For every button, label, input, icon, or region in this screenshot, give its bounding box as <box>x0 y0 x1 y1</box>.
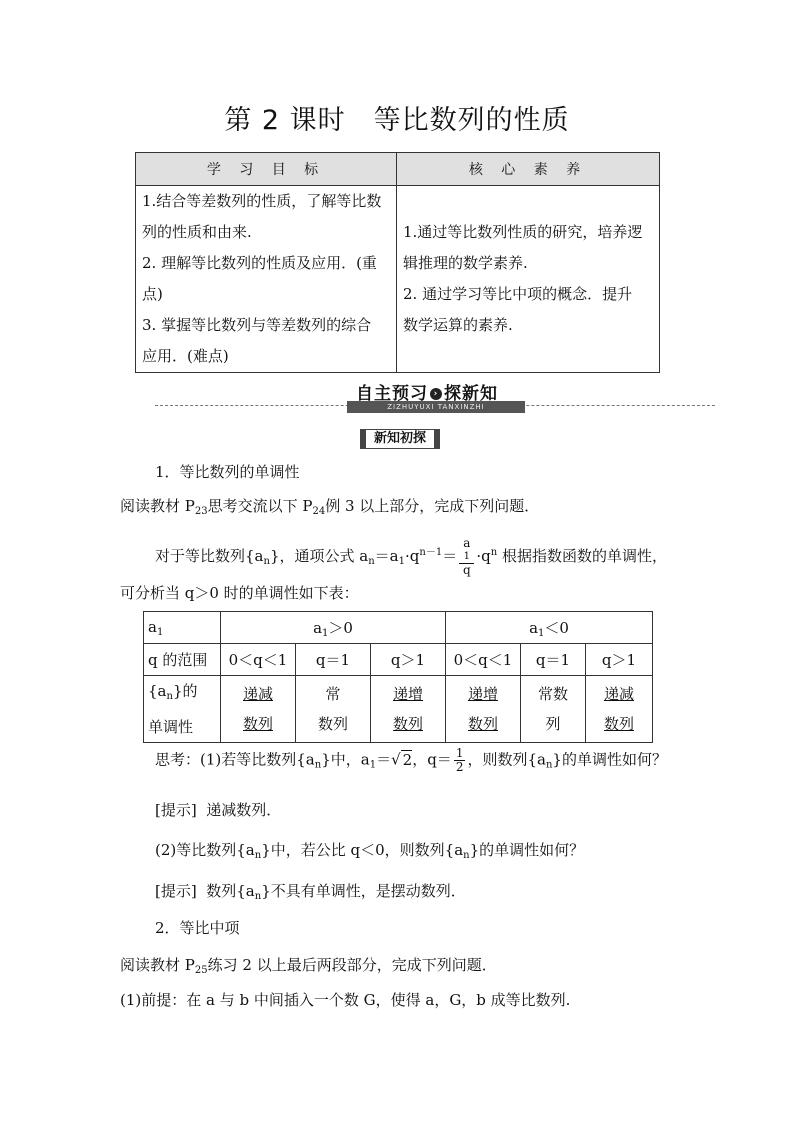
table-cell: q＞1 <box>371 644 446 676</box>
objective-line: 应用．(难点) <box>142 347 229 365</box>
arrow-circle-icon: › <box>430 388 442 400</box>
objectives-table <box>135 152 660 373</box>
objective-line: 3. 掌握等比数列与等差数列的综合 <box>142 316 372 334</box>
table-cell: 递减 数列 <box>221 676 296 743</box>
section-tag-label: 新知初探 <box>374 431 427 446</box>
objective-line: 1.结合等差数列的性质，了解等比数 <box>142 192 382 210</box>
objective-line: 列的性质和由来. <box>142 223 252 241</box>
section1-reading: 阅读教材 $P_{23}$思考交流以下 $P_{24}$例 3 以上部分，完成下列问题． <box>120 497 540 517</box>
q1-fraction: $\frac{1}{2}$ <box>455 746 464 774</box>
literacy-content <box>397 186 660 373</box>
hint-1: [提示] 递减数列． <box>155 801 282 819</box>
table-cell: q＝1 <box>521 644 586 676</box>
page-title <box>0 98 794 137</box>
title-lesson: 第 2 课时 <box>224 105 346 136</box>
objective-line: 点) <box>142 285 163 303</box>
objectives-header: 学 习 目 标 <box>136 153 397 186</box>
section2-premise: (1)前提：在 a 与 b 中间插入一个数 G，使得 a，G，b 成等比数列. <box>120 991 571 1009</box>
table-cell: $a_1<0$ <box>446 612 653 644</box>
banner-subtitle: ZIZHUYUXI TANXINZHI <box>347 401 525 413</box>
table-cell: 0＜q＜1 <box>446 644 521 676</box>
banner-right: 探新知 <box>444 384 498 404</box>
section-banner <box>356 379 498 404</box>
literacy-line: 数学运算的素养. <box>403 316 513 334</box>
formula-fraction: a 1 q <box>459 537 474 577</box>
think-question-1: 思考：(1)若等比数列$\{a_n\}$中，$a_1=√$ 2，q＝ $\frac{1}{2}$ ，则数列$\{a_n\}$的单调性如何？ <box>155 746 667 774</box>
table-cell: 常数 列 <box>521 676 586 743</box>
table-cell: 递减 数列 <box>586 676 653 743</box>
table-cell: $\{a_n\}$的 单调性 <box>144 676 221 743</box>
think-question-2: (2)等比数列$\{a_n\}$中，若公比 q＜0，则数列$\{a_n\}$的单调性如何？ <box>155 841 585 861</box>
table-cell: 递增 数列 <box>371 676 446 743</box>
table-cell: q＝1 <box>296 644 371 676</box>
literacy-line: 1.通过等比数列性质的研究，培养逻 <box>403 223 643 241</box>
banner-left: 自主预习 <box>356 384 428 404</box>
objective-line: 2. 理解等比数列的性质及应用．(重 <box>142 254 377 272</box>
table-cell: 0＜q＜1 <box>221 644 296 676</box>
literacy-header: 核 心 素 养 <box>397 153 660 186</box>
table-cell: $a_1$ <box>144 612 221 644</box>
table-cell: 递增 数列 <box>446 676 521 743</box>
hint-2: [提示] 数列$\{a_n\}$不具有单调性，是摆动数列． <box>155 882 466 902</box>
literacy-line: 辑推理的数学素养. <box>403 254 528 272</box>
title-topic: 等比数列的性质 <box>373 105 570 136</box>
section2-heading: 2．等比中项 <box>155 919 240 937</box>
formula-line: 对于等比数列$\{a_n\}$，通项公式 $a_n=a_1\cdot q^{n-1}=$ a 1 q $\cdot q^n$ 根据指数函数的单调性， <box>155 536 667 577</box>
table-cell: 常 数列 <box>296 676 371 743</box>
analysis-line: 可分析当 q＞0 时的单调性如下表： <box>120 584 359 602</box>
table-cell: $a_1>0$ <box>221 612 446 644</box>
monotonicity-table <box>143 611 653 743</box>
section-tag <box>360 429 440 449</box>
objectives-content <box>136 186 397 373</box>
section1-heading: 1．等比数列的单调性 <box>155 463 300 481</box>
section2-reading: 阅读教材 $P_{25}$练习 2 以上最后两段部分，完成下列问题． <box>120 956 497 976</box>
table-cell: q 的范围 <box>144 644 221 676</box>
table-cell: q＞1 <box>586 644 653 676</box>
literacy-line: 2. 通过学习等比中项的概念．提升 <box>403 285 633 303</box>
